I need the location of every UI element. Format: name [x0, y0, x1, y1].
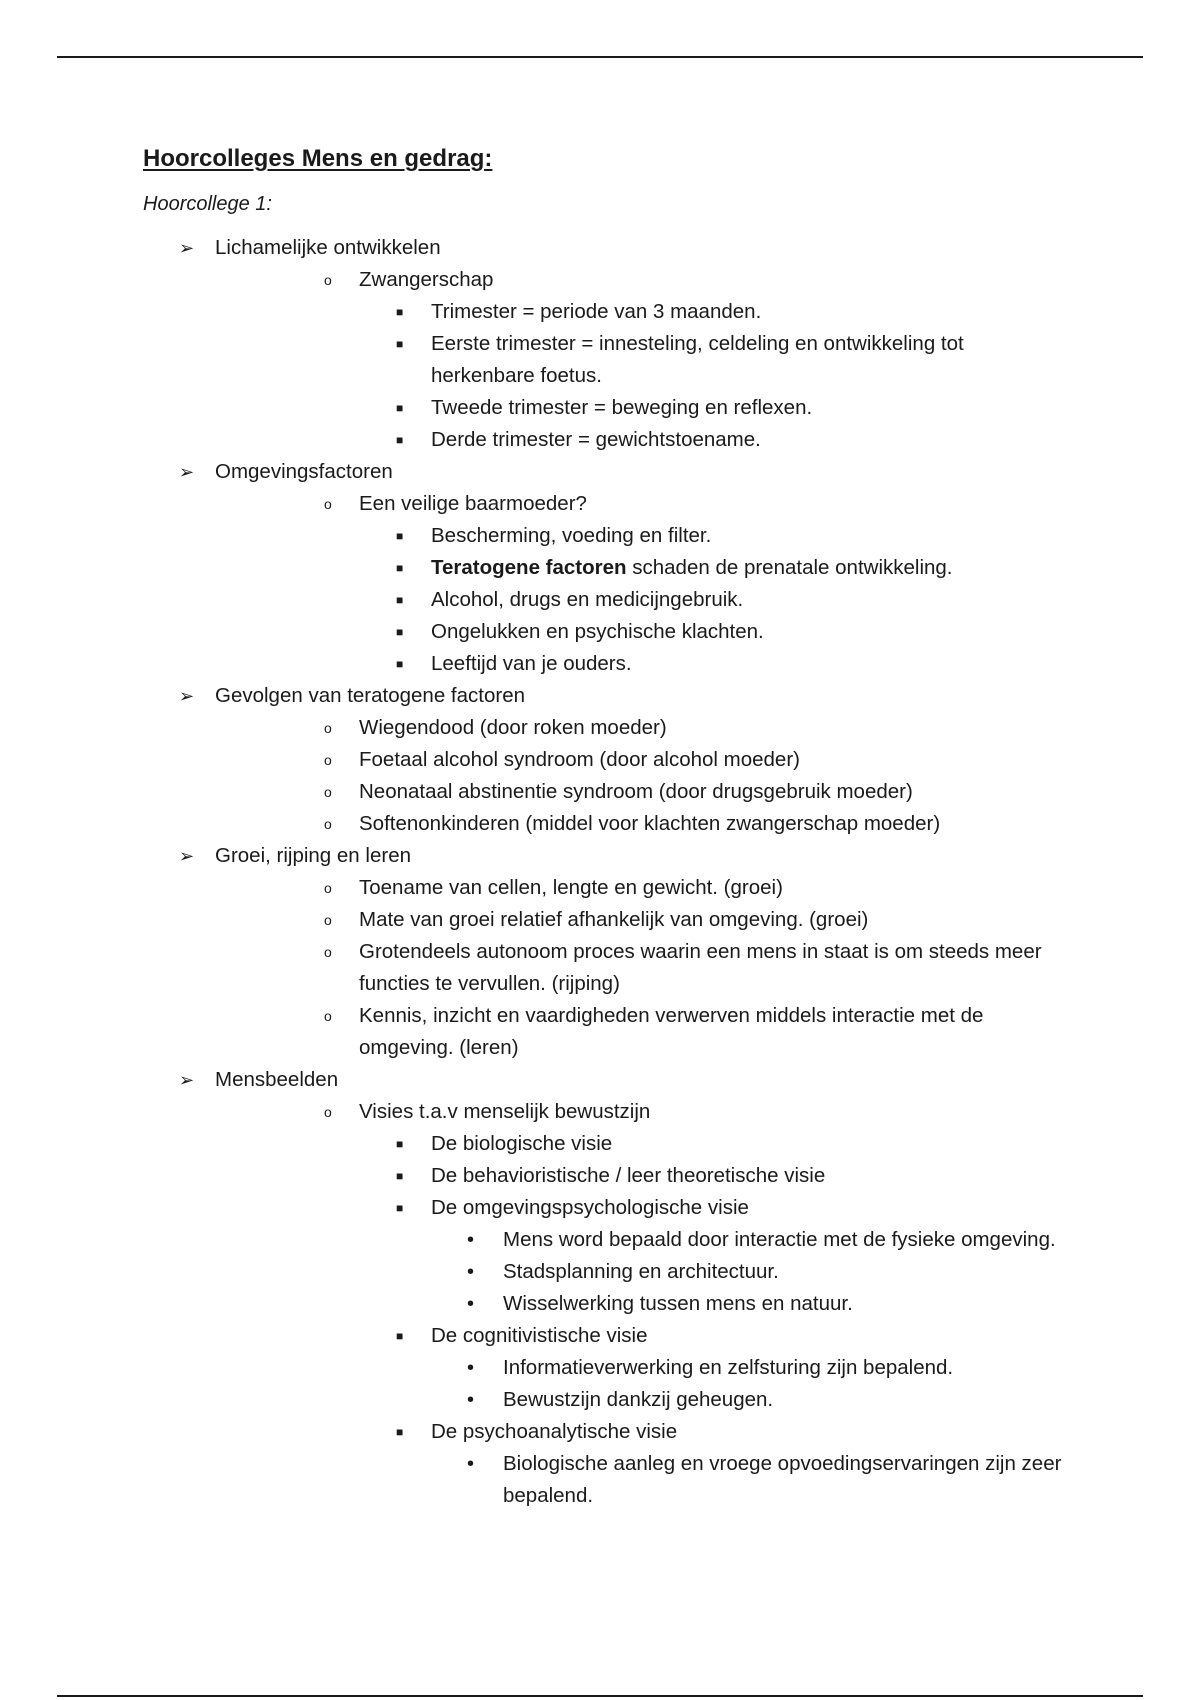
detail-item: [431, 1352, 1063, 1384]
section-item: [143, 840, 1063, 1064]
detail-item: [431, 1448, 1063, 1512]
point-item: [359, 648, 1063, 680]
section-item: [143, 1064, 1063, 1512]
subsection-label: Neonataal abstinentie syndroom (door drugsgebruik moeder): [359, 780, 913, 803]
outline-list: [143, 232, 1063, 1512]
subsection-item: [287, 1000, 1063, 1064]
subsection-label: Foetaal alcohol syndroom (door alcohol moeder): [359, 748, 800, 771]
point-item: [359, 328, 1063, 392]
subsection-list: [215, 1096, 1063, 1512]
arrow-bullet-icon: ➢: [179, 462, 195, 482]
point-item: [359, 584, 1063, 616]
bold-term: Teratogene factoren: [431, 556, 627, 579]
point-list: [359, 1128, 1063, 1512]
arrow-bullet-icon: ➢: [179, 1070, 195, 1090]
subsection-item: [287, 872, 1063, 904]
point-label: [431, 556, 953, 579]
subsection-label: Grotendeels autonoom proces waarin een mens in staat is om steeds meer functies te vervullen. (rijping): [359, 940, 1042, 995]
document-body: [143, 142, 1063, 1512]
arrow-bullet-icon: ➢: [179, 238, 195, 258]
point-item: [359, 1416, 1063, 1512]
point-item: [359, 424, 1063, 456]
subsection-list: [215, 872, 1063, 1064]
circle-bullet-icon: o: [324, 272, 332, 288]
point-label: De cognitivistische visie: [431, 1324, 648, 1347]
point-list: [359, 520, 1063, 680]
section-label: Groei, rijping en leren: [215, 844, 411, 867]
point-label: De psychoanalytische visie: [431, 1420, 678, 1443]
subsection-item: [287, 712, 1063, 744]
square-bullet-icon: ■: [396, 433, 404, 447]
point-item: [359, 520, 1063, 552]
subsection-list: [215, 712, 1063, 840]
point-label: Trimester = periode van 3 maanden.: [431, 300, 762, 323]
point-item: [359, 392, 1063, 424]
square-bullet-icon: ■: [396, 529, 404, 543]
detail-item: [431, 1384, 1063, 1416]
subsection-list: [215, 488, 1063, 680]
point-label: Tweede trimester = beweging en reflexen.: [431, 396, 813, 419]
square-bullet-icon: ■: [396, 1169, 404, 1183]
circle-bullet-icon: o: [324, 912, 332, 928]
document-title: Hoorcolleges Mens en gedrag:: [143, 145, 493, 172]
subsection-item: [287, 808, 1063, 840]
square-bullet-icon: ■: [396, 1329, 404, 1343]
section-item: [143, 232, 1063, 456]
detail-label: Stadsplanning en architectuur.: [503, 1260, 779, 1283]
point-label: De biologische visie: [431, 1132, 613, 1155]
circle-bullet-icon: o: [324, 752, 332, 768]
point-item: [359, 1128, 1063, 1160]
subsection-label: Mate van groei relatief afhankelijk van omgeving. (groei): [359, 908, 869, 931]
section-label: Lichamelijke ontwikkelen: [215, 236, 441, 259]
point-item: [359, 296, 1063, 328]
subsection-item: [287, 936, 1063, 1000]
point-item: [359, 1160, 1063, 1192]
subsection-item: [287, 776, 1063, 808]
circle-bullet-icon: o: [324, 720, 332, 736]
point-label: De omgevingspsychologische visie: [431, 1196, 749, 1219]
circle-bullet-icon: o: [324, 784, 332, 800]
square-bullet-icon: ■: [396, 625, 404, 639]
header-rule: [57, 56, 1143, 58]
detail-label: Wisselwerking tussen mens en natuur.: [503, 1292, 853, 1315]
footer-rule: [57, 1695, 1143, 1697]
detail-item: [431, 1288, 1063, 1320]
square-bullet-icon: ■: [396, 1201, 404, 1215]
square-bullet-icon: ■: [396, 657, 404, 671]
dot-bullet-icon: •: [467, 1261, 475, 1283]
dot-bullet-icon: •: [467, 1293, 475, 1315]
point-label: Bescherming, voeding en filter.: [431, 524, 712, 547]
point-item: [359, 616, 1063, 648]
point-item: [359, 1192, 1063, 1320]
point-label: Eerste trimester = innesteling, celdeling en ontwikkeling tot herkenbare foetus.: [431, 332, 964, 387]
detail-label: Biologische aanleg en vroege opvoedingservaringen zijn zeer bepalend.: [503, 1452, 1062, 1507]
point-label: Ongelukken en psychische klachten.: [431, 620, 764, 643]
circle-bullet-icon: o: [324, 944, 332, 960]
subsection-label: Softenonkinderen (middel voor klachten zwangerschap moeder): [359, 812, 941, 835]
subsection-label: Zwangerschap: [359, 268, 494, 291]
square-bullet-icon: ■: [396, 1425, 404, 1439]
detail-label: Informatieverwerking en zelfsturing zijn bepalend.: [503, 1356, 954, 1379]
detail-item: [431, 1256, 1063, 1288]
circle-bullet-icon: o: [324, 496, 332, 512]
subsection-label: Kennis, inzicht en vaardigheden verwerven middels interactie met de omgeving. (leren): [359, 1004, 984, 1059]
square-bullet-icon: ■: [396, 337, 404, 351]
term-description: schaden de prenatale ontwikkeling.: [626, 556, 953, 579]
square-bullet-icon: ■: [396, 401, 404, 415]
subsection-label: Wiegendood (door roken moeder): [359, 716, 667, 739]
section-label: Mensbeelden: [215, 1068, 339, 1091]
point-label: Alcohol, drugs en medicijngebruik.: [431, 588, 744, 611]
subsection-item: [287, 744, 1063, 776]
point-label: De behavioristische / leer theoretische visie: [431, 1164, 826, 1187]
circle-bullet-icon: o: [324, 816, 332, 832]
section-label: Omgevingsfactoren: [215, 460, 393, 483]
dot-bullet-icon: •: [467, 1389, 475, 1411]
point-item: [359, 552, 1063, 584]
detail-item: [431, 1224, 1063, 1256]
subsection-item: [287, 1096, 1063, 1512]
subsection-label: Een veilige baarmoeder?: [359, 492, 587, 515]
square-bullet-icon: ■: [396, 593, 404, 607]
dot-bullet-icon: •: [467, 1357, 475, 1379]
section-label: Gevolgen van teratogene factoren: [215, 684, 525, 707]
arrow-bullet-icon: ➢: [179, 846, 195, 866]
square-bullet-icon: ■: [396, 305, 404, 319]
arrow-bullet-icon: ➢: [179, 686, 195, 706]
subsection-list: [215, 264, 1063, 456]
section-item: [143, 680, 1063, 840]
section-item: [143, 456, 1063, 680]
circle-bullet-icon: o: [324, 880, 332, 896]
point-label: Derde trimester = gewichtstoename.: [431, 428, 761, 451]
point-item: [359, 1320, 1063, 1416]
detail-label: Mens word bepaald door interactie met de fysieke omgeving.: [503, 1228, 1056, 1251]
point-label: Leeftijd van je ouders.: [431, 652, 632, 675]
circle-bullet-icon: o: [324, 1008, 332, 1024]
detail-list: [431, 1352, 1063, 1416]
detail-label: Bewustzijn dankzij geheugen.: [503, 1388, 774, 1411]
subsection-label: Visies t.a.v menselijk bewustzijn: [359, 1100, 651, 1123]
point-list: [359, 296, 1063, 456]
subsection-item: [287, 904, 1063, 936]
detail-list: [431, 1224, 1063, 1320]
detail-list: [431, 1448, 1063, 1512]
dot-bullet-icon: •: [467, 1453, 475, 1475]
square-bullet-icon: ■: [396, 561, 404, 575]
dot-bullet-icon: •: [467, 1229, 475, 1251]
circle-bullet-icon: o: [324, 1104, 332, 1120]
subsection-item: [287, 488, 1063, 680]
square-bullet-icon: ■: [396, 1137, 404, 1151]
lecture-subtitle: Hoorcollege 1:: [143, 193, 272, 215]
subsection-label: Toename van cellen, lengte en gewicht. (groei): [359, 876, 783, 899]
subsection-item: [287, 264, 1063, 456]
